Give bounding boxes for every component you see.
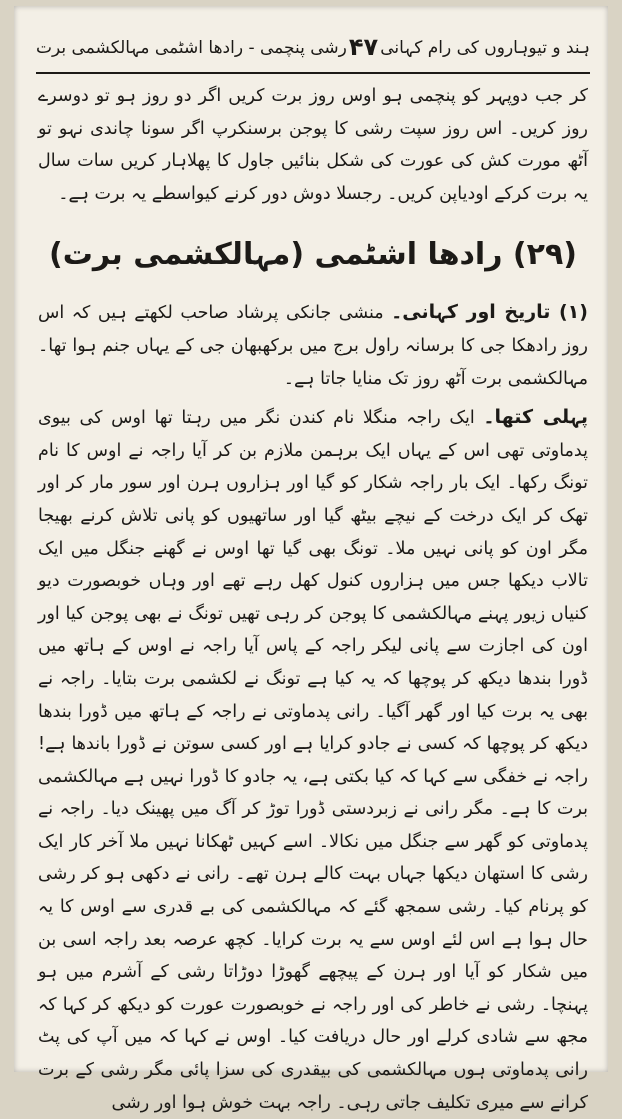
book-page [14,6,608,1113]
page-number: ۴۷ [348,33,379,61]
book-title: ہند و تیوہاروں کی رام کہانی [380,37,590,58]
story-label: پہلی کتھا۔ [483,406,588,429]
story-text: ایک راجہ منگلا نام کندن نگر میں رہتا تھا اوس کی بیوی پدماوتی تھی اس کے یہاں ایک برہمن ملازم بن کر آیا راجہ نے اوس کا نام تونگ رکھا۔ ایک بار راجہ شکار کو گیا اور ہزاروں ہرن اور سور مار کر اور تھک کر ایک درخت کے نیچے بیٹھ گیا اور ساتھیوں کو پانی تلاش کرنے بھیجا مگر اون کو پانی نہیں ملا۔ تونگ بھی گیا تھا اوس نے گھنے جنگل میں ایک تالاب دیکھا جس میں ہزاروں کنول کھل رہے تھے اور وہاں خوبصورت دیو کنیاں زیور پہنے مہالکشمی کا پوجن کر رہی تھیں تونگ نے بھی پوجن کیا اور اون کی اجازت سے پانی لیکر راجہ کے پاس آیا راجہ نے اوس کے ہاتھ میں ڈورا بندھا دیکھ کر پوچھا کہ یہ کیا ہے تونگ نے لکشمی برت بتایا۔ راجہ نے بھی یہ برت کیا اور گھر آگیا۔ رانی پدماوتی نے راجہ کے ہاتھ میں ڈورا بندھا دیکھ کر پوچھا کہ کسی نے جادو کرایا ہے اور کسی سوتن نے ڈورا باندھا ہے! راجہ نے خفگی سے کہا کہ کیا بکتی ہے، یہ جادو کا ڈورا نہیں ہے مہالکشمی برت کا ہے۔ مگر رانی نے زبردستی ڈورا توڑ کر آگ میں پھینک دیا۔ راجہ نے پدماوتی کو گھر سے جنگل میں نکالا۔ اسے کہیں ٹھکانا نہیں ملا آخر کار ایک رشی کا استھان دیکھا جہاں بہت کالے ہرن تھے۔ رانی نے دکھی ہو کر رشی کو پرنام کیا۔ رشی سمجھ گئے کہ مہالکشمی کی بے قدری سے اوس کا یہ حال ہوا ہے اس لئے اوس سے یہ برت کرایا۔ کچھ عرصہ بعد راجہ اسی بن میں شکار کو آیا اور ہرن کے پیچھے گھوڑا دوڑاتا رشی کے آشرم میں ہو پہنچا۔ رشی نے خاطر کی اور راجہ نے خوبصورت عورت کو دیکھ کر کہا کہ مجھ سے شادی کرلے اور حال دریافت کیا۔ اوس نے کہا کہ میں آپ کی پٹ رانی پدماوتی ہوں مہالکشمی کی بیقدری کی سزا پائی مگر رشی کے برت کرانے سے میری تکلیف جاتی رہی۔ راجہ بہت خوش ہوا اور رشی [38,408,588,1113]
intro-paragraph: کر جب دوپہر کو پنچمی ہو اوس روز برت کریں اگر دو روز ہو تو دوسرے روز کریں۔ اس روز سپت رشی کا پوجن برسنکرپ اگر سونا چاندی نہو تو آٹھ مورت کش کی عورت کی شکل بنائیں جاول کا پھلاہار کریں سات سال یہ برت کرکے اودیاپن کریں۔ رجسلا دوش دور کرنے کیواسطے یہ برت ہے۔ [38,86,588,204]
section-history [38,296,588,395]
page-header [36,24,590,70]
running-title: رشی پنچمی - رادھا اشٹمی مہالکشمی برت [36,37,347,58]
page-body [38,80,588,1113]
section-history-label: (۱) تاریخ اور کہانی۔ [391,301,588,324]
section-history-text: منشی جانکی پرشاد صاحب لکھتے ہیں کہ اس روز رادھکا جی کا برسانہ راول برج میں برکھبھان جی کے یہاں جنم ہوا تھا۔ مہالکشمی برت آٹھ روز تک منایا جاتا ہے۔ [38,303,588,389]
chapter-title: (۲۹) رادھا اشٹمی (مہالکشمی برت) [49,237,577,273]
section-story [38,401,588,1119]
header-rule [36,72,590,74]
